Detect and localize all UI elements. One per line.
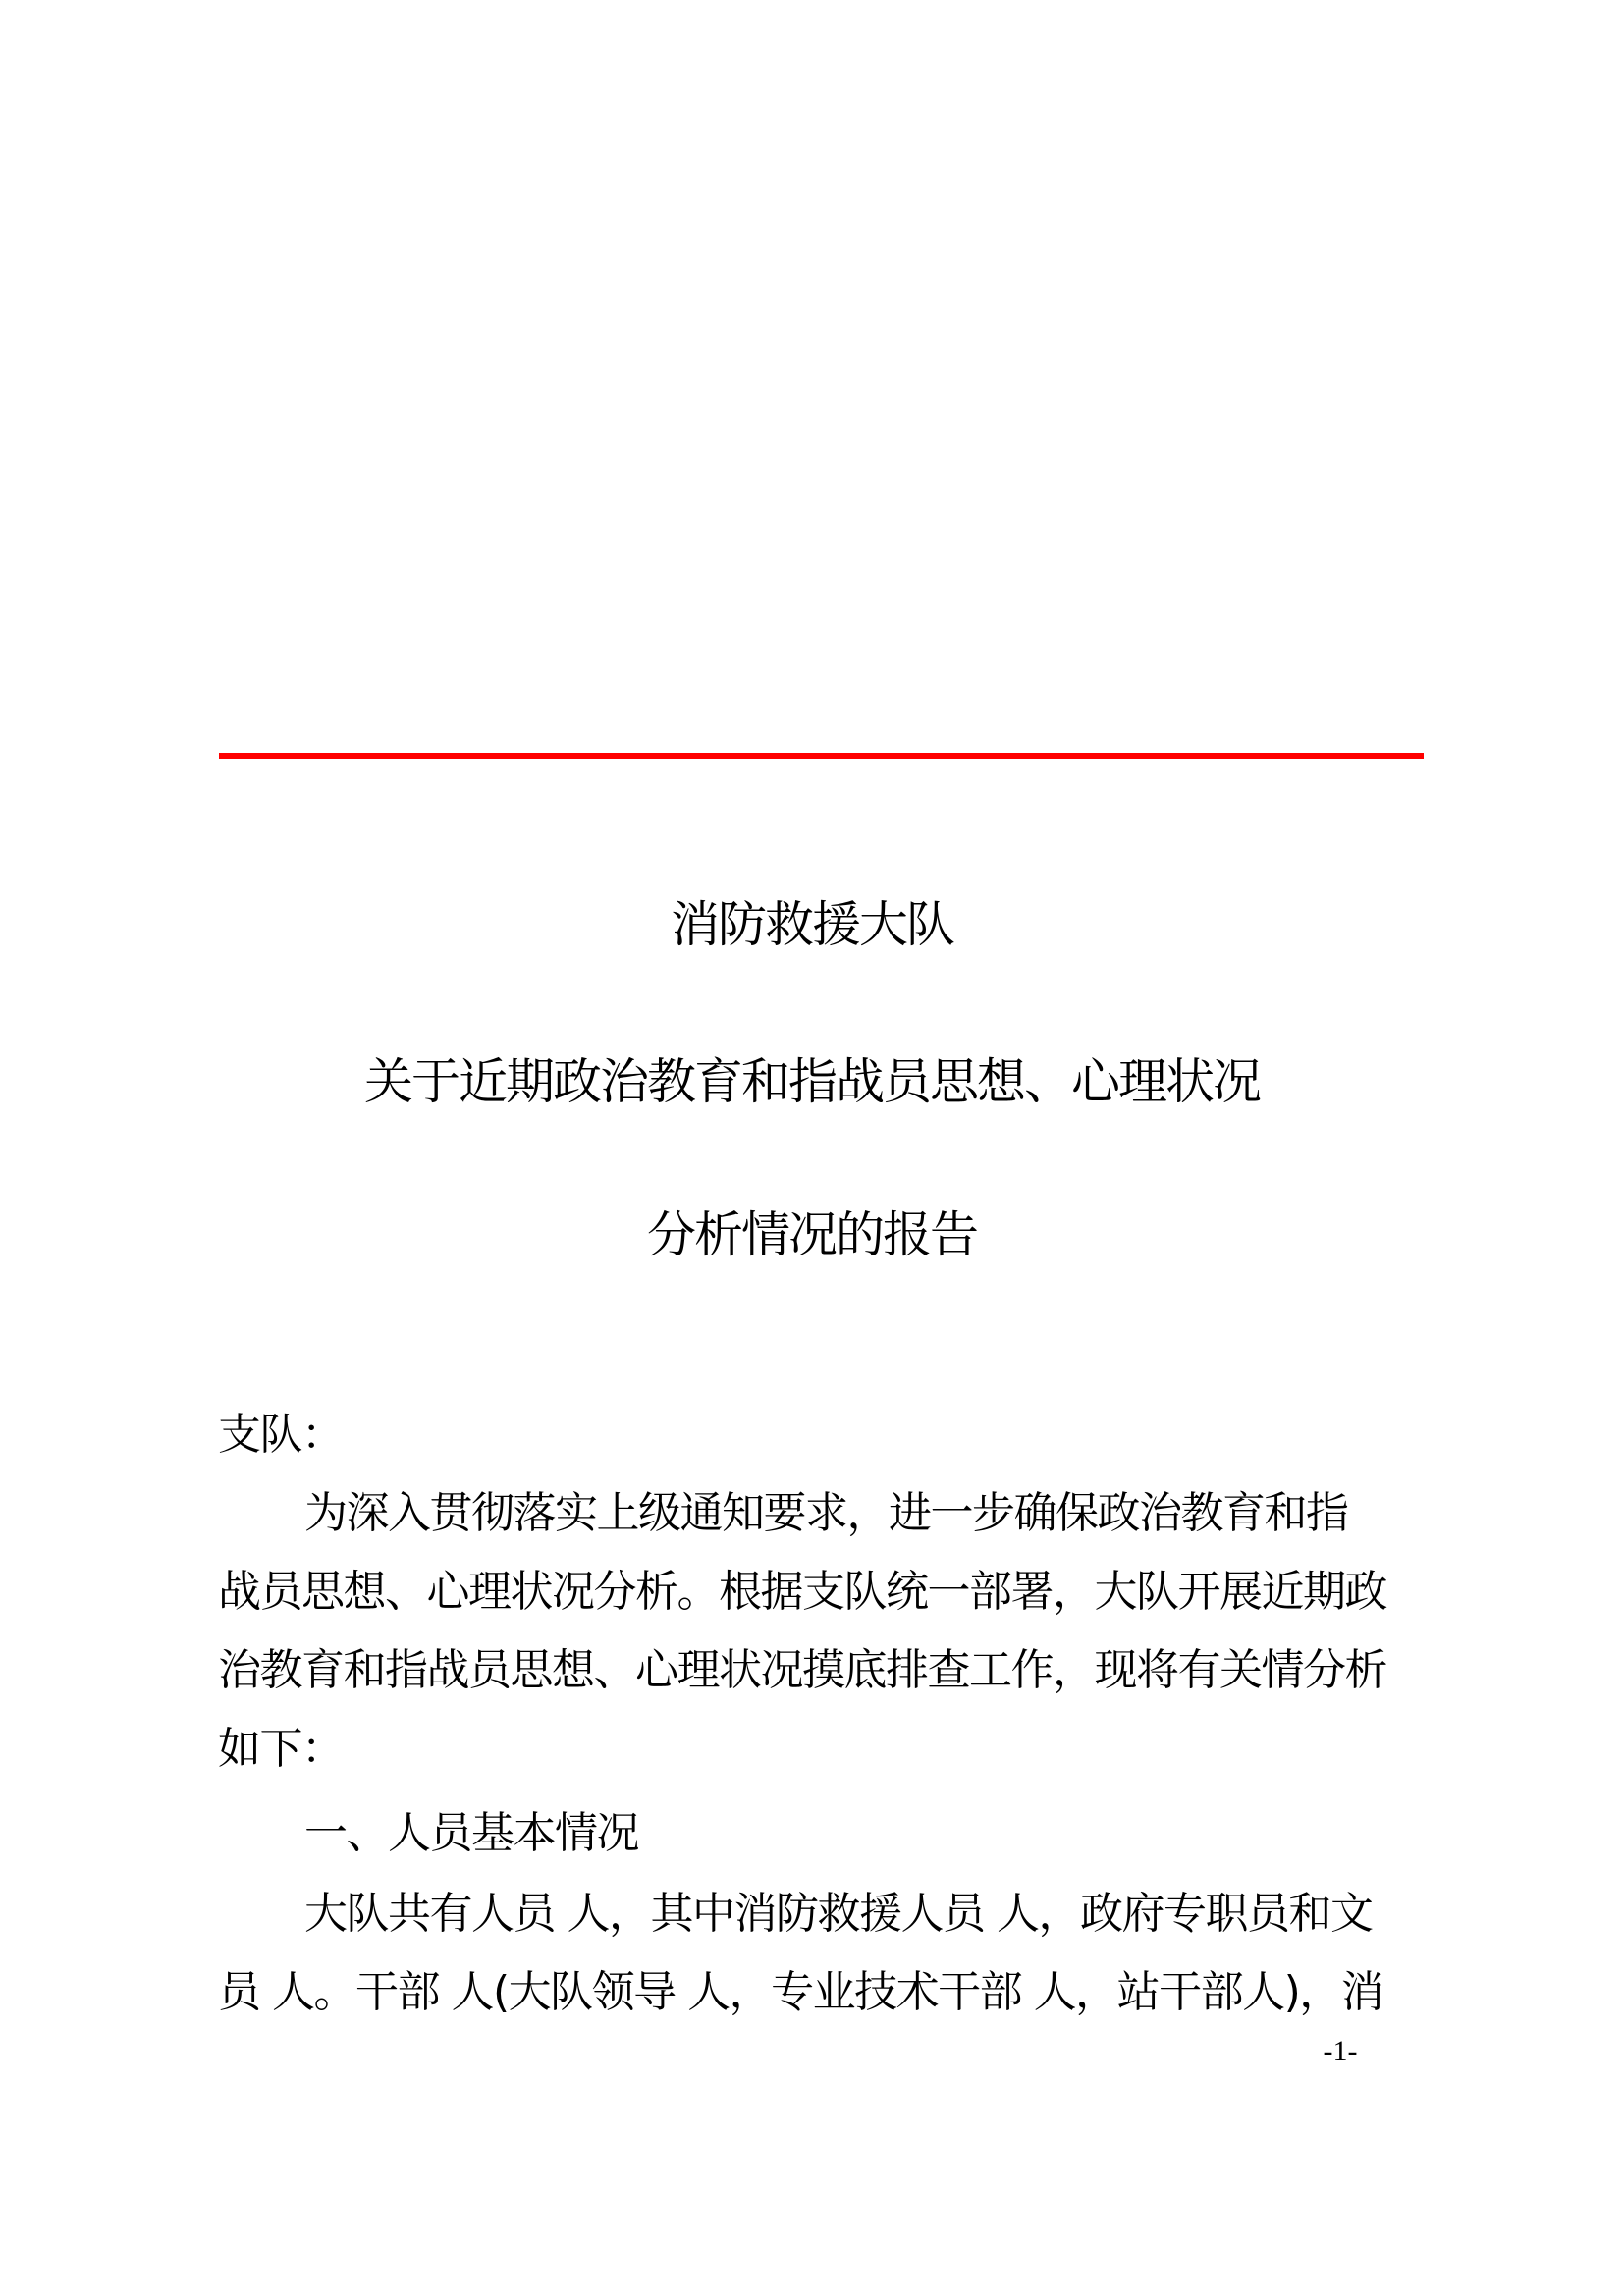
document-title-line-2: 关于近期政治教育和指战员思想、心理状况 [364, 1053, 1260, 1110]
red-header-rule [219, 753, 1424, 759]
paragraph-1-line-3: 治教育和指战员思想、心理状况摸底排查工作，现将有关情分析 [218, 1645, 1386, 1695]
paragraph-1-line-1: 为深入贯彻落实上级通知要求，进一步确保政治教育和指 [304, 1488, 1348, 1538]
salutation: 支队： [218, 1410, 344, 1460]
paragraph-1-line-4: 如下： [218, 1724, 344, 1774]
section-heading-1: 一、人员基本情况 [304, 1808, 638, 1858]
section-1-paragraph-line-2: 员 人。干部 人(大队领导 人，专业技术干部 人，站干部人)，消 [218, 1967, 1383, 2017]
paragraph-1-line-2: 战员思想、心理状况分析。根据支队统一部署，大队开展近期政 [218, 1567, 1386, 1617]
document-title-line-3: 分析情况的报告 [647, 1206, 977, 1263]
page-number: -1- [1323, 2035, 1358, 2067]
section-1-paragraph-line-1: 大队共有人员 人，其中消防救援人员 人，政府专职员和文 [304, 1889, 1373, 1939]
document-title-line-1: 消防救援大队 [671, 896, 953, 953]
